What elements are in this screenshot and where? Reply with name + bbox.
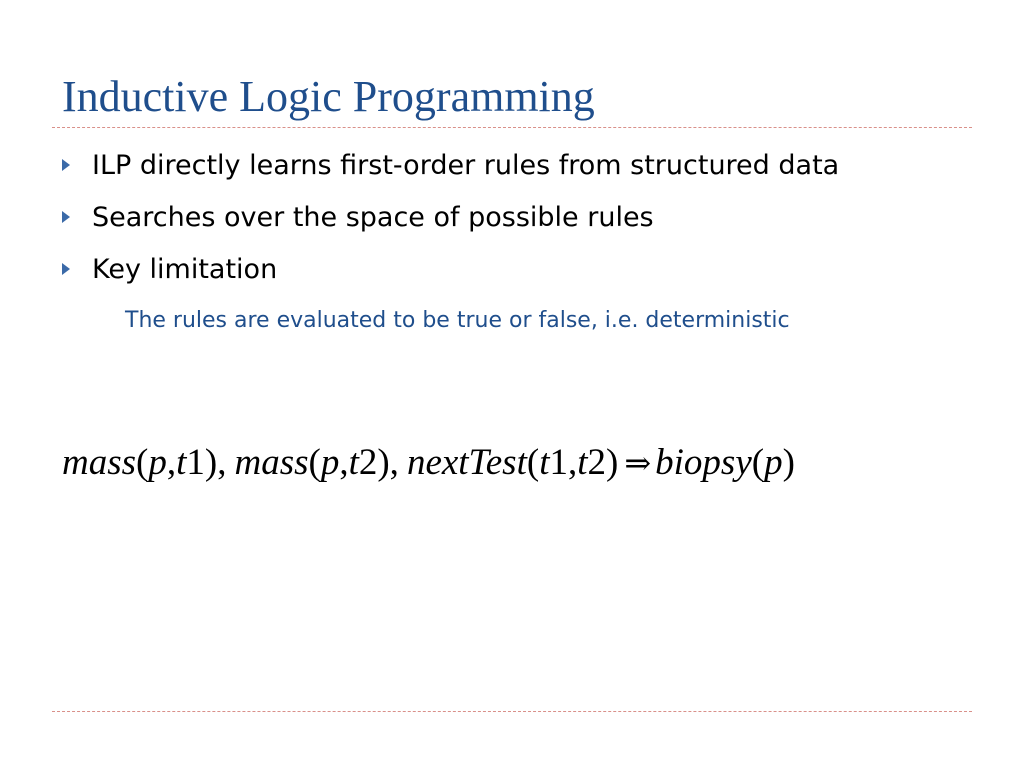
variable: p bbox=[764, 442, 783, 483]
sub-bullet-text: The rules are evaluated to be true or false, i.e. deterministic bbox=[125, 308, 790, 333]
title-divider bbox=[52, 127, 972, 128]
triangle-bullet-icon bbox=[62, 211, 70, 223]
logic-rule-formula: mass(p,t1), mass(p,t2), nextTest(t1,t2) ⇒ biopsy(p) bbox=[62, 442, 795, 483]
footer-divider bbox=[52, 711, 972, 712]
bullet-item bbox=[62, 194, 992, 246]
variable: p bbox=[148, 442, 167, 483]
slide-title: Inductive Logic Programming bbox=[62, 72, 595, 121]
bullet-item bbox=[62, 246, 992, 298]
variable: t bbox=[348, 442, 359, 483]
predicate-name: mass bbox=[234, 442, 309, 483]
variable: p bbox=[320, 442, 340, 483]
bullet-list bbox=[62, 142, 992, 298]
variable: t bbox=[176, 442, 187, 483]
subscript-number: 1 bbox=[549, 442, 568, 483]
predicate-name: nextTest bbox=[406, 442, 527, 483]
implies-arrow-icon: ⇒ bbox=[624, 444, 652, 482]
triangle-bullet-icon bbox=[62, 263, 70, 275]
predicate-name: mass bbox=[62, 442, 137, 483]
predicate-name: biopsy bbox=[655, 442, 752, 483]
triangle-bullet-icon bbox=[62, 159, 70, 171]
subscript-number: 2 bbox=[587, 442, 606, 483]
bullet-item bbox=[62, 142, 992, 194]
variable: t bbox=[577, 442, 588, 483]
bullet-text: Key limitation bbox=[92, 254, 278, 285]
variable: t bbox=[539, 442, 550, 483]
bullet-text: Searches over the space of possible rules bbox=[92, 202, 654, 233]
subscript-number: 2 bbox=[358, 442, 378, 483]
bullet-text: ILP directly learns first-order rules from structured data bbox=[92, 150, 840, 181]
subscript-number: 1 bbox=[186, 442, 205, 483]
